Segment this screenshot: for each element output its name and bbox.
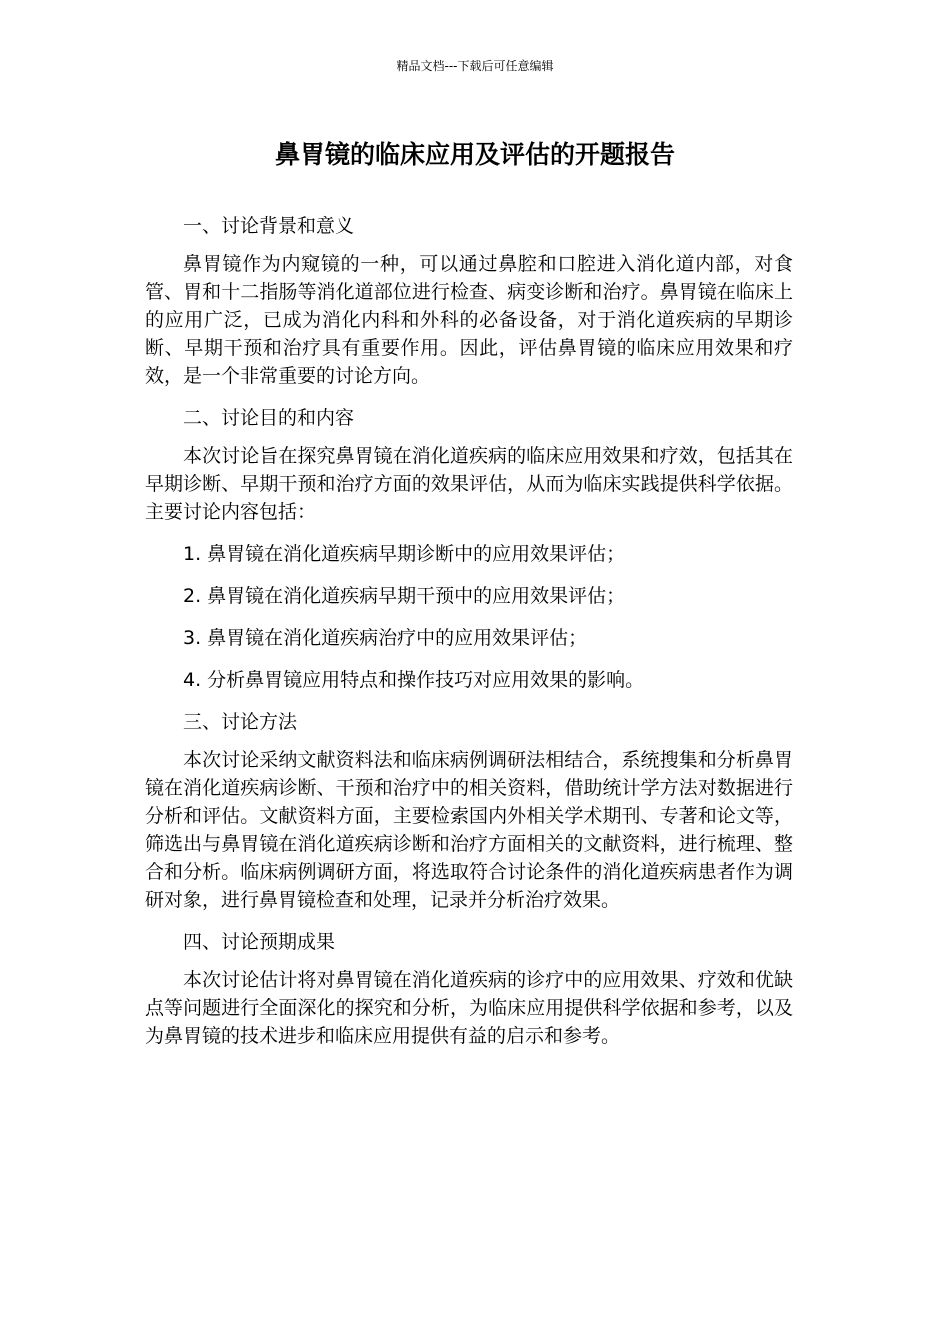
- document-title: 鼻胃镜的临床应用及评估的开题报告: [274, 140, 675, 169]
- section-heading-background: 一、讨论背景和意义: [183, 215, 355, 237]
- list-item: 3. 鼻胃镜在消化道疾病治疗中的应用效果评估；: [183, 627, 588, 649]
- document-body: [145, 212, 793, 1064]
- paragraph-expected-results: 本次讨论估计将对鼻胃镜在消化道疾病的诊疗中的应用效果、疗效和优缺点等问题进行全面深化的探究和分析，为临床应用提供科学依据和参考，以及为鼻胃镜的技术进步和临床应用提供有益的启示和参考。: [145, 969, 793, 1047]
- list-item: 1. 鼻胃镜在消化道疾病早期诊断中的应用效果评估；: [183, 543, 626, 565]
- list-item: 2. 鼻胃镜在消化道疾病早期干预中的应用效果评估；: [183, 585, 626, 607]
- section-heading-purpose: 二、讨论目的和内容: [183, 407, 355, 429]
- page-header-note: 精品文档---下载后可任意编辑: [396, 59, 554, 73]
- list-item: 4. 分析鼻胃镜应用特点和操作技巧对应用效果的影响。: [183, 669, 645, 691]
- paragraph-purpose: 本次讨论旨在探究鼻胃镜在消化道疾病的临床应用效果和疗效，包括其在早期诊断、早期干预和治疗方面的效果评估，从而为临床实践提供科学依据。主要讨论内容包括：: [145, 445, 793, 523]
- section-heading-method: 三、讨论方法: [183, 711, 298, 733]
- paragraph-method: 本次讨论采纳文献资料法和临床病例调研法相结合，系统搜集和分析鼻胃镜在消化道疾病诊断、干预和治疗中的相关资料，借助统计学方法对数据进行分析和评估。文献资料方面，主要检索国内外相关学术期刊、专著和论文等，筛选出与鼻胃镜在消化道疾病诊断和治疗方面相关的文献资料，进行梳理、整合和分析。临床病例调研方面，将选取符合讨论条件的消化道疾病患者作为调研对象，进行鼻胃镜检查和处理，记录并分析治疗效果。: [145, 749, 793, 911]
- section-heading-expected-results: 四、讨论预期成果: [183, 931, 336, 953]
- paragraph-background: 鼻胃镜作为内窥镜的一种，可以通过鼻腔和口腔进入消化道内部，对食管、胃和十二指肠等消化道部位进行检查、病变诊断和治疗。鼻胃镜在临床上的应用广泛，已成为消化内科和外科的必备设备，对于消化道疾病的早期诊断、早期干预和治疗具有重要作用。因此，评估鼻胃镜的临床应用效果和疗效，是一个非常重要的讨论方向。: [145, 253, 793, 387]
